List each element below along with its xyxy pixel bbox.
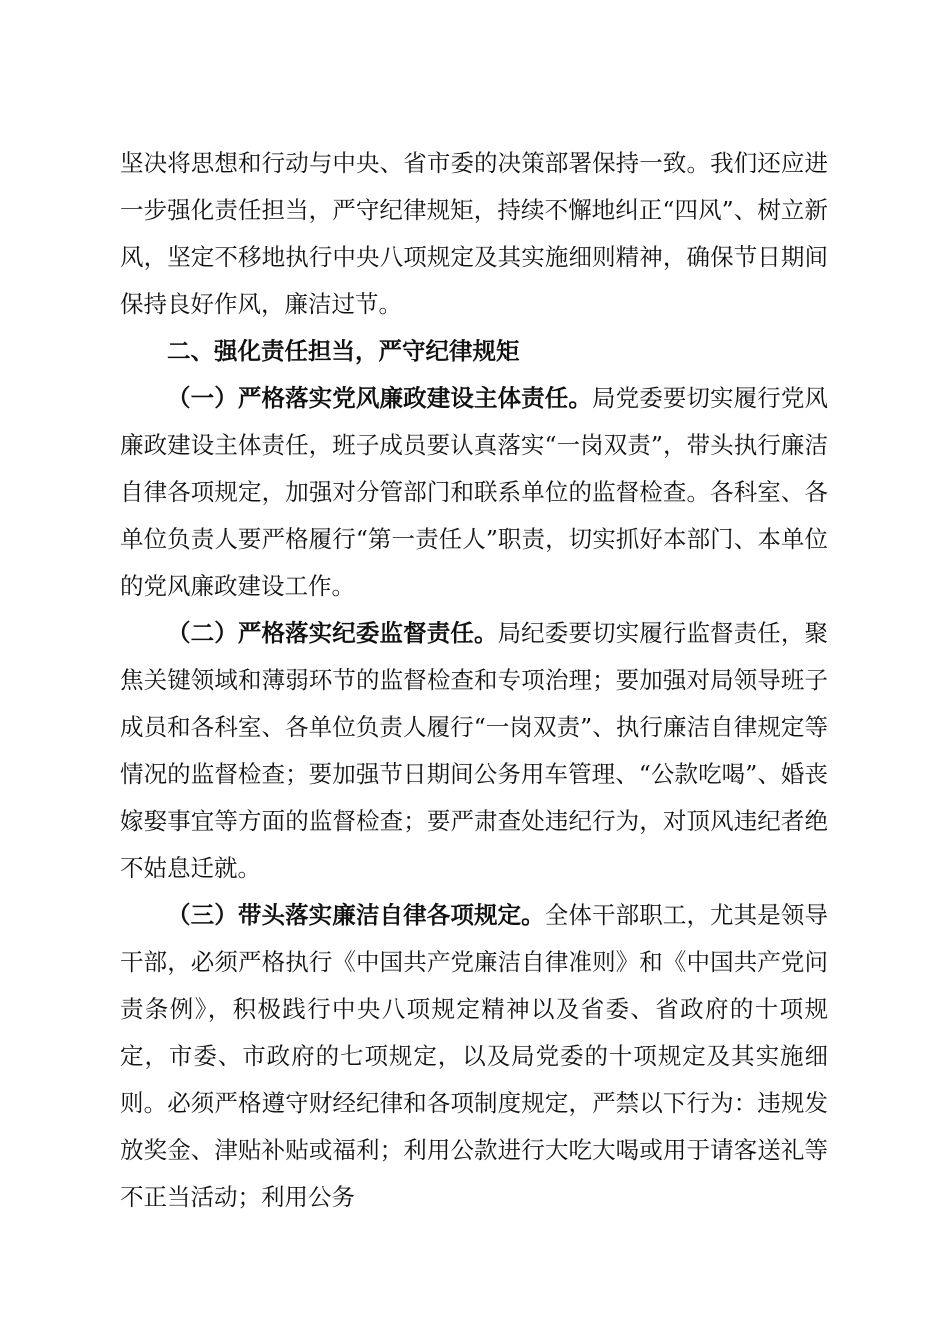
item-paragraph-2 [120,610,828,892]
item-lead-1: （一）严格落实党风廉政建设主体责任。 [167,384,592,412]
continuation-paragraph: 坚决将思想和行动与中央、省市委的决策部署保持一致。我们还应进一步强化责任担当，严守纪律规矩，持续不懈地纠正“四风”、树立新风，坚定不移地执行中央八项规定及其实施细则精神，确保节日期间保持良好作风，廉洁过节。 [120,149,828,318]
item-body-1: 局党委要切实履行党风廉政建设主体责任，班子成员要认真落实“一岗双责”，带头执行廉洁自律各项规定，加强对分管部门和联系单位的监督检查。各科室、各单位负责人要严格履行“第一责任人”职责，切实抓好本部门、本单位的党风廉政建设工作。 [120,384,828,600]
item-paragraph-3 [120,892,828,1221]
item-paragraph-1 [120,375,828,610]
document-body [120,140,828,1221]
item-body-2: 局纪委要切实履行监督责任，聚焦关键领域和薄弱环节的监督检查和专项治理；要加强对局领导班子成员和各科室、各单位负责人履行“一岗双责”、执行廉洁自律规定等情况的监督检查；要加强节日期间公务用车管理、“公款吃喝”、婚丧嫁娶事宜等方面的监督检查；要严肃查处违纪行为，对顶风违纪者绝不姑息迁就。 [120,619,829,882]
item-lead-2: （二）严格落实纪委监督责任。 [167,619,498,647]
section-heading: 二、强化责任担当，严守纪律规矩 [167,337,520,365]
item-body-3: 全体干部职工，尤其是领导干部，必须严格执行《中国共产党廉洁自律准则》和《中国共产党问责条例》，积极践行中央八项规定精神以及省委、省政府的十项规定，市委、市政府的七项规定，以及局党委的十项规定及其实施细则。必须严格遵守财经纪律和各项制度规定，严禁以下行为：违规发放奖金、津贴补贴或福利；利用公款进行大吃大喝或用于请客送礼等不正当活动；利用公务 [120,901,829,1211]
item-lead-3: （三）带头落实廉洁自律各项规定。 [167,901,545,929]
